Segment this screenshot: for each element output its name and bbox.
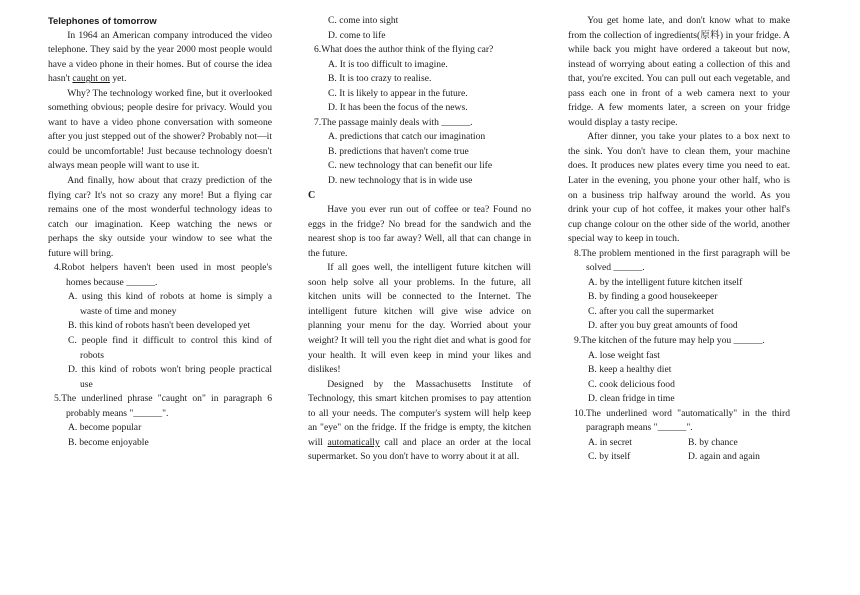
question-5-stem: 5.The underlined phrase "caught on" in paragraph 6 probably means "______". [54,393,272,419]
text-run: In 1964 an American company introduced the video telephone. They said by the year 2000 most people would have a video phone in their homes. But of course the idea hasn't [48,29,272,85]
question-5-option-b: B. become enjoyable [68,436,149,448]
question-9-option-a: A. lose weight fast [588,349,660,361]
question-10-option-d: D. again and again [688,451,760,463]
question-8-option-b: B. by finding a good housekeeper [588,291,718,303]
question-9-stem: 9.The kitchen of the future may help you ______. [574,335,765,347]
paragraph: After dinner, you take your plates to a box next to the sink. You don't have to clean them, your machine does. It produces new plates every time you need to eat. Later in the evening, you phone your other half, who is on a business trip halfway around the world. As you drink your cup of hot coffee, it makes your other half's cup change colour on the other side of the world, another special way to keep in touch. [568,131,790,245]
question-6-option-c: C. It is likely to appear in the future. [328,87,468,99]
question-4-option-b: B. this kind of robots hasn't been developed yet [68,320,251,332]
column-left [48,14,272,450]
paragraph [48,29,272,87]
paragraph [308,378,531,465]
question-8-option-c: C. after you call the supermarket [588,305,714,317]
question-6-option-d: D. It has been the focus of the news. [328,102,468,114]
question-7-option-b: B. predictions that haven't come true [328,145,469,157]
question-10-option-c: C. by itself [588,451,631,463]
question-7-option-a: A. predictions that catch our imagination [328,131,486,143]
question-8-option-d: D. after you buy great amounts of food [588,320,738,332]
text-run: Designed by the Massachusetts Institute of Technology, this smart kitchen promises to pay attention to all your needs. The computer's system will help keep an "eye" on the fridge. If the fridge is empty, the kitchen will [308,378,531,448]
paragraph: You get home late, and don't know what to make from the collection of ingredients(原料) in your fridge. A while back you might have ordered a takeout but now, instead of worrying about eating a collection of this and that, you're excited. You can pull out each vegetable, and pass each one in front of a web camera next to your fridge. A few moments later, a screen on your fridge would display a tasty recipe. [568,15,790,128]
question-8-option-a: A. by the intelligent future kitchen itself [588,276,743,288]
question-6-option-b: B. It is too crazy to realise. [328,73,432,85]
question-7-option-c: C. new technology that can benefit our life [328,160,493,172]
question-5-option-a: A. become popular [68,422,142,434]
question-10-option-b: B. by chance [688,436,738,448]
question-9-option-d: D. clean fridge in time [588,393,675,405]
question-10-options-row [568,436,790,451]
question-5-option-d: D. come to life [328,29,386,41]
question-5-option-c: C. come into sight [328,15,399,26]
question-10-option-a: A. in secret [588,436,632,448]
column-middle [308,14,531,465]
question-10-options-row [568,450,790,465]
paragraph: And finally, how about that crazy prediction of the flying car? It's not so crazy any more! But a flying car remains one of the most wonderful technology ideas to catch our imagination. Keep watching the news or perhaps the sky outside your window to see what the future will bring. [48,175,272,259]
passage-title: Telephones of tomorrow [48,15,157,26]
paragraph: Why? The technology worked fine, but it overlooked something obvious; people desire for privacy. Would you want to have a video phone conversation with someone after you just stepped out of the shower? Probably not—it could be uncomfortable! Just because technology doesn't always mean people will want to use it. [48,87,272,172]
paragraph: Have you ever run out of coffee or tea? Found no eggs in the fridge? No bread for the sandwich and the nearest shop is too far away? Well, all that can change in the future. [308,204,531,259]
paragraph: If all goes well, the intelligent future kitchen will soon help solve all your problems. In the future, all kitchen units will be connected to the Internet. The intelligent future kitchen will give wise advice on planning your menu for the day. Worried about your weight? It will tell you the right diet and what is good for your health. It will even keep in mind your likes and dislikes! [308,262,531,376]
underlined-word: automatically [327,436,380,448]
question-4-option-d: D. this kind of robots won't bring people practical use [68,364,272,390]
section-heading: C [308,189,316,201]
question-7-option-d: D. new technology that is in wide use [328,175,473,187]
question-10-stem: 10.The underlined word "automatically" in the third paragraph means "______". [574,407,790,434]
text-run: yet. [109,73,127,85]
question-4-stem: 4.Robot helpers haven't been used in most people's homes because ______. [54,262,272,288]
question-4-option-a: A. using this kind of robots at home is simply a waste of time and money [68,291,272,317]
text-run: call and place an order at the local supermarket. So you don't have to worry about it at all. [308,436,531,463]
question-9-option-b: B. keep a healthy diet [588,364,672,376]
question-8-stem: 8.The problem mentioned in the first paragraph will be solved ______. [574,247,790,274]
question-9-option-c: C. cook delicious food [588,378,675,390]
column-right [568,14,790,465]
question-6-option-a: A. It is too difficult to imagine. [328,58,448,70]
question-4-option-c: C. people find it difficult to control this kind of robots [68,335,272,361]
question-7-stem: 7.The passage mainly deals with ______. [314,116,473,128]
question-6-stem: 6.What does the author think of the flying car? [314,44,494,56]
underlined-phrase: caught on [72,73,110,85]
